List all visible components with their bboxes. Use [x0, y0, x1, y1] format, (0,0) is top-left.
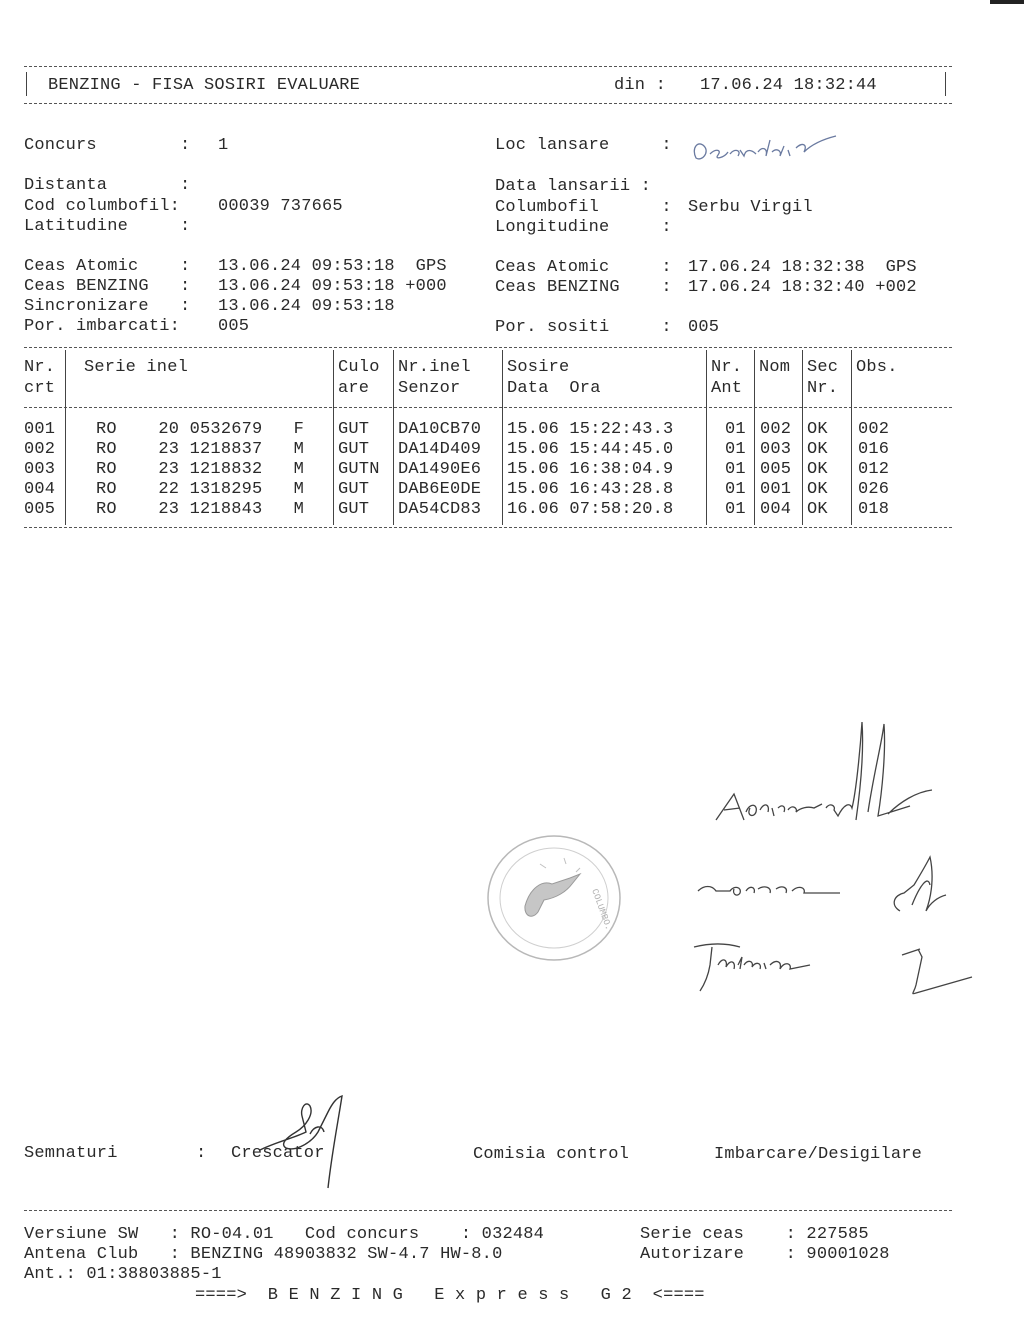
- col-divider: [706, 350, 707, 525]
- ceas-benzing-start-label: Ceas BENZING :: [24, 277, 191, 296]
- loc-lansare-label: Loc lansare :: [495, 136, 672, 155]
- cell-nr: 001: [24, 420, 56, 439]
- cell-obs: 026: [858, 480, 890, 499]
- data-lansarii-label: Data lansarii :: [495, 177, 652, 196]
- cod-columbofil-value: 00039 737665: [218, 197, 343, 216]
- concurs-label: Concurs :: [24, 136, 191, 155]
- col-header-senzor: Senzor: [398, 379, 461, 398]
- columbofil-value: Serbu Virgil: [688, 198, 813, 217]
- cell-culoare: GUT: [338, 440, 370, 459]
- cell-serie: RO 20 0532679 F: [96, 420, 305, 439]
- header-bottom-border: [24, 103, 952, 104]
- cell-obs: 018: [858, 500, 890, 519]
- cell-sosire: 15.06 15:44:45.0: [507, 440, 674, 459]
- cell-nr: 004: [24, 480, 56, 499]
- col-header-are: are: [338, 379, 370, 398]
- cell-ant: 01: [725, 420, 746, 439]
- cell-obs: 016: [858, 440, 890, 459]
- cell-sosire: 15.06 15:22:43.3: [507, 420, 674, 439]
- loc-lansare-handwriting: [686, 128, 856, 173]
- col-header-nr-inel: Nr.inel: [398, 358, 471, 377]
- col-divider: [333, 350, 334, 525]
- sincronizare-value: 13.06.24 09:53:18: [218, 297, 395, 316]
- por-imbarcati-value: 005: [218, 317, 250, 336]
- por-imbarcati-label: Por. imbarcati:: [24, 317, 181, 336]
- table-bottom-border: [24, 527, 952, 528]
- cell-obs: 012: [858, 460, 890, 479]
- footer-antena-club: Antena Club : BENZING 48903832 SW-4.7 HW-8.0: [24, 1245, 503, 1264]
- col-header-nom: Nom: [759, 358, 791, 377]
- signature-3: [690, 935, 980, 1010]
- col-header-crt: crt: [24, 379, 56, 398]
- cell-senzor: DA54CD83: [398, 500, 482, 519]
- col-header-sec-nr: Nr.: [807, 379, 839, 398]
- cell-nr: 005: [24, 500, 56, 519]
- table-header-bottom-border: [24, 407, 952, 408]
- cell-nom: 003: [760, 440, 792, 459]
- crescator-label: Crescator: [231, 1144, 325, 1163]
- din-label: din :: [614, 76, 667, 95]
- header-right-border: [945, 72, 946, 96]
- cell-senzor: DA1490E6: [398, 460, 482, 479]
- col-divider: [802, 350, 803, 525]
- ceas-benzing-start-value: 13.06.24 09:53:18 +000: [218, 277, 447, 296]
- col-header-sosire: Sosire: [507, 358, 570, 377]
- footer-serie-ceas: Serie ceas : 227585: [640, 1225, 869, 1244]
- cell-culoare: GUT: [338, 500, 370, 519]
- cell-nr: 002: [24, 440, 56, 459]
- cod-columbofil-label: Cod columbofil:: [24, 197, 181, 216]
- cell-sec: OK: [807, 480, 828, 499]
- latitudine-label: Latitudine :: [24, 217, 191, 236]
- cell-senzor: DA14D409: [398, 440, 482, 459]
- col-header-serie-inel: Serie inel: [84, 358, 189, 377]
- cell-sec: OK: [807, 420, 828, 439]
- col-header-data-ora: Data Ora: [507, 379, 601, 398]
- cell-culoare: GUT: [338, 420, 370, 439]
- footer-versiune: Versiune SW : RO-04.01 Cod concurs : 032484: [24, 1225, 545, 1244]
- cell-culoare: GUT: [338, 480, 370, 499]
- cell-serie: RO 22 1318295 M: [96, 480, 305, 499]
- footer-divider: [24, 1210, 952, 1211]
- header-top-border: [24, 66, 952, 67]
- cell-ant: 01: [725, 460, 746, 479]
- cell-nom: 005: [760, 460, 792, 479]
- cell-sosire: 15.06 16:38:04.9: [507, 460, 674, 479]
- col-divider: [502, 350, 503, 525]
- col-divider: [851, 350, 852, 525]
- por-sositi-label: Por. sositi :: [495, 318, 672, 337]
- cell-sosire: 15.06 16:43:28.8: [507, 480, 674, 499]
- cell-senzor: DA10CB70: [398, 420, 482, 439]
- cell-culoare: GUTN: [338, 460, 380, 479]
- cell-sec: OK: [807, 460, 828, 479]
- comisia-control-label: Comisia control: [473, 1145, 630, 1164]
- cell-ant: 01: [725, 440, 746, 459]
- cell-serie: RO 23 1218832 M: [96, 460, 305, 479]
- cell-ant: 01: [725, 480, 746, 499]
- col-divider: [754, 350, 755, 525]
- crescator-signature: [256, 1092, 356, 1197]
- header-datetime: 17.06.24 18:32:44: [700, 76, 877, 95]
- cell-senzor: DAB6E0DE: [398, 480, 482, 499]
- cell-nom: 004: [760, 500, 792, 519]
- signature-1: [710, 712, 950, 837]
- cell-serie: RO 23 1218843 M: [96, 500, 305, 519]
- cell-nom: 002: [760, 420, 792, 439]
- ceas-benzing-end-value: 17.06.24 18:32:40 +002: [688, 278, 917, 297]
- col-divider: [393, 350, 394, 525]
- scan-edge-mark: [990, 0, 1024, 4]
- signature-2: [690, 845, 970, 930]
- ceas-atomic-start-value: 13.06.24 09:53:18 GPS: [218, 257, 447, 276]
- ceas-benzing-end-label: Ceas BENZING :: [495, 278, 672, 297]
- table-top-border: [24, 347, 952, 348]
- columbofil-label: Columbofil :: [495, 198, 672, 217]
- cell-ant: 01: [725, 500, 746, 519]
- col-header-culoare: Culo: [338, 358, 380, 377]
- col-header-nr: Nr.: [24, 358, 56, 377]
- ceas-atomic-start-label: Ceas Atomic :: [24, 257, 191, 276]
- document-title: BENZING - FISA SOSIRI EVALUARE: [48, 76, 361, 95]
- cell-sec: OK: [807, 440, 828, 459]
- col-divider: [65, 350, 66, 525]
- svg-text:COLUMBO.: COLUMBO.: [589, 887, 614, 932]
- sincronizare-label: Sincronizare :: [24, 297, 191, 316]
- cell-serie: RO 23 1218837 M: [96, 440, 305, 459]
- cell-nr: 003: [24, 460, 56, 479]
- longitudine-label: Longitudine :: [495, 218, 672, 237]
- col-header-nr-ant: Nr.: [711, 358, 743, 377]
- footer-brand: ====> B E N Z I N G E x p r e s s G 2 <====: [195, 1286, 705, 1305]
- col-header-sec: Sec: [807, 358, 839, 377]
- cell-obs: 002: [858, 420, 890, 439]
- cell-sec: OK: [807, 500, 828, 519]
- footer-autorizare: Autorizare : 90001028: [640, 1245, 890, 1264]
- col-header-obs: Obs.: [856, 358, 898, 377]
- por-sositi-value: 005: [688, 318, 720, 337]
- semnaturi-colon: :: [196, 1144, 207, 1163]
- header-left-border: [26, 72, 27, 96]
- cell-sosire: 16.06 07:58:20.8: [507, 500, 674, 519]
- footer-ant: Ant.: 01:38803885-1: [24, 1265, 222, 1284]
- ceas-atomic-end-label: Ceas Atomic :: [495, 258, 672, 277]
- association-stamp: [480, 828, 630, 973]
- ceas-atomic-end-value: 17.06.24 18:32:38 GPS: [688, 258, 917, 277]
- concurs-value: 1: [218, 136, 229, 155]
- semnaturi-label: Semnaturi: [24, 1144, 118, 1163]
- distanta-label: Distanta :: [24, 176, 191, 195]
- imbarcare-desigilare-label: Imbarcare/Desigilare: [714, 1145, 923, 1164]
- cell-nom: 001: [760, 480, 792, 499]
- col-header-ant: Ant: [711, 379, 743, 398]
